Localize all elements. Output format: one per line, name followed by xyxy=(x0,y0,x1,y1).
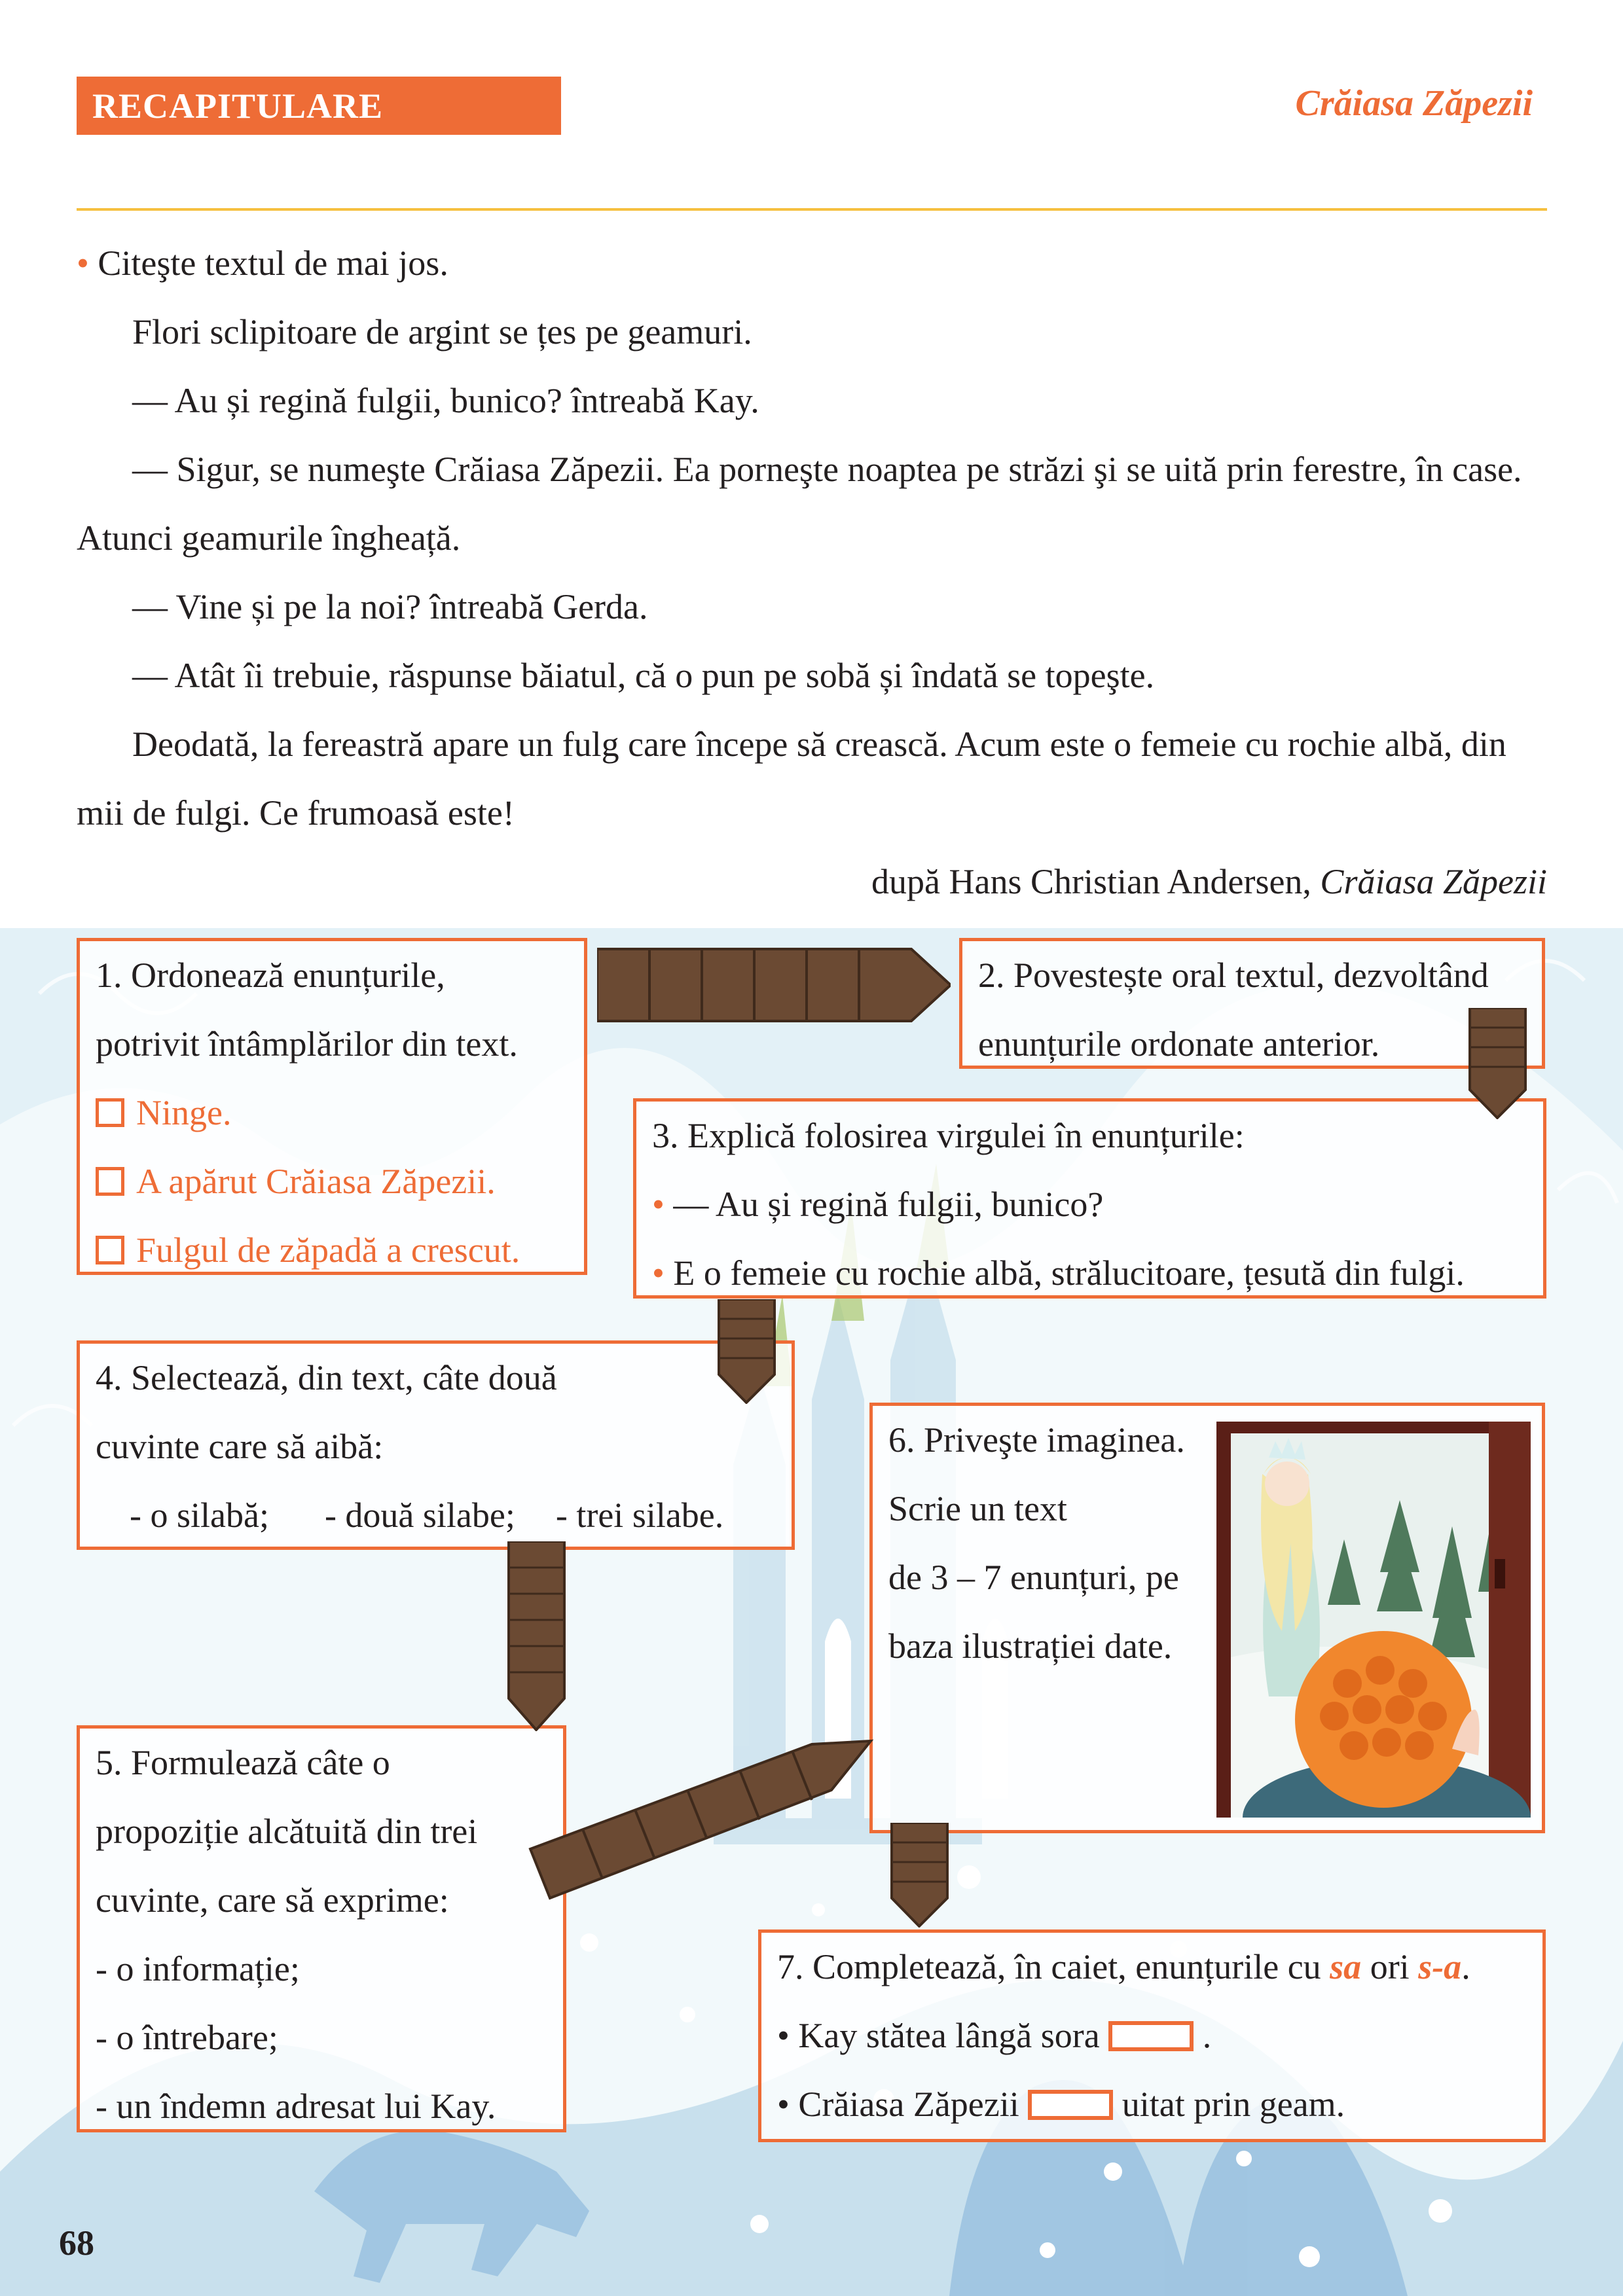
task4-options: - o silabă; - două silabe; - trei silabe. xyxy=(130,1496,724,1535)
task3-bullet: • E o femeie cu rochie albă, strălucitoare, țesută din fulgi. xyxy=(652,1253,1465,1293)
task7-title: 7. Completează, în caiet, enunțurile cu sa ori s-a. xyxy=(777,1947,1470,1986)
paragraph: — Sigur, se numeşte Crăiasa Zăpezii. Ea porneşte noaptea pe străzi şi se uită prin ferestre, în case. Atunci geamurile îngheață. xyxy=(77,450,1522,558)
chapter-title: Crăiasa Zăpezii xyxy=(1295,83,1533,124)
task2-line: 2. Povestește oral textul, dezvoltând xyxy=(978,956,1489,995)
bullet-icon: • xyxy=(77,243,98,283)
wooden-arrow-diagonal-icon xyxy=(524,1718,877,1908)
task7-sentence: • Crăiasa Zăpezii uitat prin geam. xyxy=(777,2085,1345,2124)
reading-passage xyxy=(77,229,1547,916)
task5-line: 5. Formulează câte o xyxy=(96,1743,390,1782)
task5-box xyxy=(77,1725,566,2132)
task2-box xyxy=(959,938,1545,1069)
task5-line: cuvinte, care să exprime: xyxy=(96,1880,449,1920)
wooden-arrow-down-icon xyxy=(716,1299,778,1404)
task4-box xyxy=(77,1340,795,1550)
bullet-icon: • xyxy=(652,1253,674,1293)
task5-line: - o întrebare; xyxy=(96,2018,278,2057)
paragraph: — Vine și pe la noi? întreabă Gerda. xyxy=(132,587,648,626)
task5-line: - o informație; xyxy=(96,1949,300,1988)
blank-field[interactable] xyxy=(1108,2021,1194,2051)
checkbox[interactable] xyxy=(96,1236,124,1265)
task4-subtitle: cuvinte care să aibă: xyxy=(96,1427,384,1466)
task5-line: propoziție alcătuită din trei xyxy=(96,1812,478,1851)
page-number: 68 xyxy=(59,2223,94,2263)
wooden-arrow-down-icon xyxy=(1467,1008,1529,1119)
checkbox[interactable] xyxy=(96,1098,124,1127)
task1-option: Ninge. xyxy=(96,1079,568,1147)
task1-option: Fulgul de zăpadă a crescut. xyxy=(96,1216,568,1285)
task1-option: A apărut Crăiasa Zăpezii. xyxy=(96,1147,568,1216)
task1-box xyxy=(77,938,587,1275)
window-illustration xyxy=(1216,1422,1531,1818)
wooden-arrow-right-icon xyxy=(597,942,951,1028)
task5-line: - un îndemn adresat lui Kay. xyxy=(96,2087,496,2126)
paragraph: — Atât îi trebuie, răspunse băiatul, că o pun pe sobă și îndată se topeşte. xyxy=(132,656,1155,695)
task6-line: baza ilustrației date. xyxy=(888,1626,1173,1666)
source-citation: după Hans Christian Andersen, Crăiasa Zăpezii xyxy=(871,862,1547,901)
task6-line: Scrie un text xyxy=(888,1489,1067,1528)
blank-field[interactable] xyxy=(1028,2090,1113,2120)
task3-title: 3. Explică folosirea virgulei în enunțurile: xyxy=(652,1116,1245,1155)
task4-title: 4. Selectează, din text, câte două xyxy=(96,1358,557,1397)
header-divider xyxy=(77,208,1547,211)
task1-title: 1. Ordonează enunțurile, xyxy=(96,956,445,995)
task3-bullet: • — Au și regină fulgii, bunico? xyxy=(652,1185,1104,1224)
task2-line: enunțurile ordonate anterior. xyxy=(978,1024,1380,1064)
task3-box xyxy=(633,1098,1546,1299)
reading-instruction: • Citeşte textul de mai jos. xyxy=(77,243,448,283)
wooden-arrow-down-icon xyxy=(505,1541,568,1731)
paragraph: Flori sclipitoare de argint se țes pe geamuri. xyxy=(132,312,752,351)
section-label-text: RECAPITULARE xyxy=(92,86,384,126)
bullet-icon: • xyxy=(652,1185,674,1224)
checkbox[interactable] xyxy=(96,1167,124,1196)
paragraph: — Au și regină fulgii, bunico? întreabă Kay. xyxy=(132,381,759,420)
task1-subtitle: potrivit întâmplărilor din text. xyxy=(96,1024,518,1064)
task6-line: 6. Priveşte imaginea. xyxy=(888,1420,1185,1460)
paragraph: Deodată, la fereastră apare un fulg care începe să crească. Acum este o femeie cu rochie albă, din mii de fulgi. Ce frumoasă este! xyxy=(77,725,1506,833)
task6-line: de 3 – 7 enunțuri, pe xyxy=(888,1558,1179,1597)
section-label xyxy=(77,77,561,135)
wooden-arrow-down-icon xyxy=(888,1823,951,1928)
task7-box xyxy=(758,1929,1546,2142)
task7-sentence: • Kay stătea lângă sora . xyxy=(777,2016,1212,2055)
